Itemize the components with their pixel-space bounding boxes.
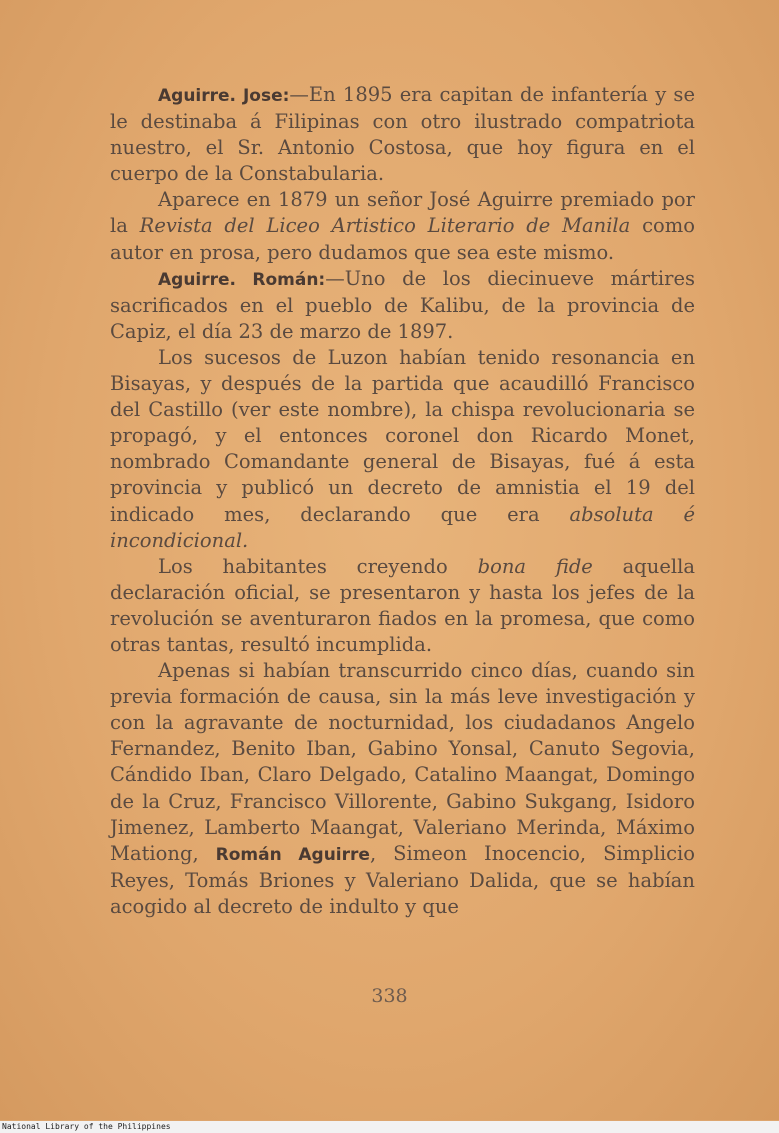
entry-aguirre-roman [110,266,695,345]
italic-title: Revista del Liceo Artistico Literario de Manila [139,214,631,238]
italic-phrase: bona fide [477,554,593,578]
paragraph: Aparece en 1879 un señor José Aguirre premiado por la Revista del Liceo Artistico Literario de Manila como autor en prosa, pero dudamos que sea este mismo. [110,188,695,264]
entry-heading: Aguirre. Román: [158,269,326,290]
page-text [110,82,695,920]
entry-body: —Uno de los diecinueve mártires sacrificados en el pueblo de Kalibu, de la provincia de Capiz, el día 23 de marzo de 1897. [110,266,695,343]
library-footer: National Library of the Philippines [0,1121,779,1133]
page-number: 338 [371,985,408,1007]
paragraph: Los sucesos de Luzon habían tenido resonancia en Bisayas, y después de la partida que acaudilló Francisco del Castillo (ver este nombre), la chispa revolucionaria se propagó, y el entonces coronel don Ricardo Monet, nombrado Comandante general de Bisayas, fué á esta provincia y publicó un decreto de amnistia el 19 del indicado mes, declarando que era absoluta é incondicional. [110,345,695,552]
paragraph: Apenas si habían transcurrido cinco días, cuando sin previa formación de causa, sin la más leve investigación y con la agravante de nocturnidad, los ciudadanos Angelo Fernandez, Benito Iban, Gabino Yonsal, Canuto Segovia, Cándido Iban, Claro Delgado, Catalino Maangat, Domingo de la Cruz, Francisco Villorente, Gabino Sukgang, Isidoro Jimenez, Lamberto Maangat, Valeriano Merinda, Máximo Mationg, Román Aguirre, Simeon Inocencio, Simplicio Reyes, Tomás Briones y Valeriano Dalida, que se habían acogido al decreto de indulto y que [110,659,696,918]
italic-phrase: absoluta é incondicional. [110,502,695,552]
entry-body: —En 1895 era capitan de infantería y se le destinaba á Filipinas con otro ilustrado compatriota nuestro, el Sr. Antonio Costosa, que hoy figura en el cuerpo de la Constabularia. [110,83,695,186]
paragraph: Los habitantes creyendo bona fide aquella declaración oficial, se presentaron y hasta los jefes de la revolución se aventuraron fiados en la promesa, que como otras tantas, resultó incumplida. [110,554,695,656]
bold-name: Román Aguirre [215,844,370,865]
entry-heading: Aguirre. Jose: [158,86,290,106]
entry-aguirre-jose [110,82,695,187]
